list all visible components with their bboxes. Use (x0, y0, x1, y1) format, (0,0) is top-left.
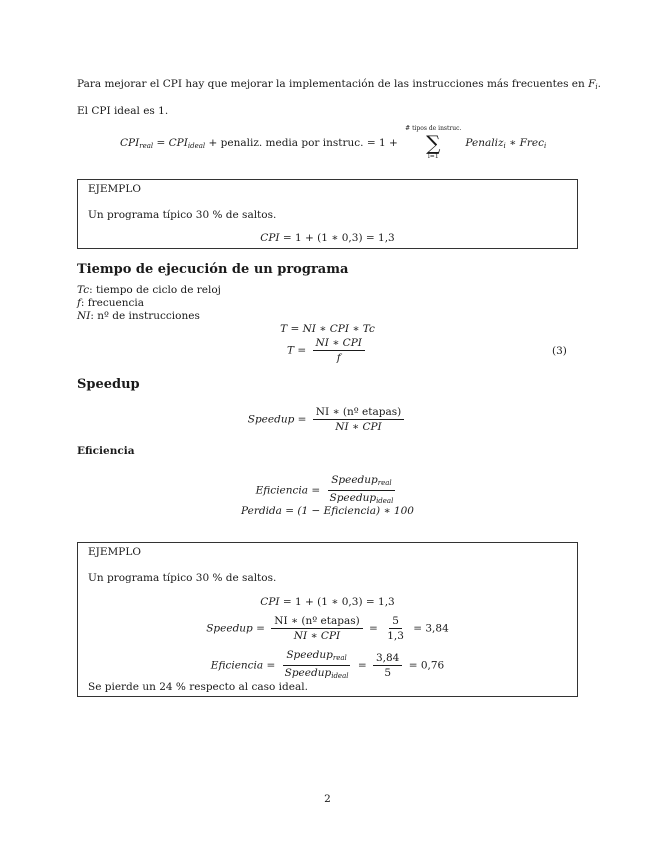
cpi-eq: = (153, 137, 169, 149)
cpi-middle: + penaliz. media por instruc. = 1 + (205, 137, 402, 149)
efficiency-num (328, 474, 394, 491)
speedup-lhs: Speedup = (247, 413, 310, 426)
section-heading-time: Tiempo de ejecución de un programa (77, 262, 349, 277)
speedup-num: NI ∗ (nº etapas) (313, 406, 404, 420)
example-1-rest: = 1 + (1 ∗ 0,3) = 1,3 (279, 232, 395, 244)
penaliz-sub: i (503, 142, 506, 150)
example-2-sp-eq: = (365, 622, 382, 635)
intro-sub: i (595, 83, 598, 91)
times: ∗ (505, 137, 520, 149)
example-2-sp-frac (271, 615, 362, 642)
def-f-text: : frecuencia (80, 297, 145, 309)
example-2-ef-frac (282, 649, 352, 682)
efficiency-formula (0, 474, 655, 507)
intro-paragraph-2: El CPI ideal es 1. (77, 105, 169, 117)
example-2-ef-den-sub: ideal (331, 672, 349, 680)
example-1-title: EJEMPLO (88, 183, 141, 195)
speedup-formula (0, 406, 655, 433)
time-eq2-fraction (313, 337, 365, 364)
example-1-text: Un programa típico 30 % de saltos. (88, 209, 277, 221)
sum-lower: i=1 (427, 153, 439, 160)
speedup-den: NI ∗ CPI (335, 421, 382, 433)
example-2-sp-result: = 3,84 (409, 622, 449, 635)
example-2-ef-den-text: Speedup (284, 667, 332, 679)
def-ni-text: : nº de instrucciones (90, 310, 200, 322)
definition-ni (77, 310, 200, 322)
def-ni-var: NI (77, 310, 91, 322)
example-2-ef-num-sub: real (332, 654, 347, 662)
cpi-ideal: CPI (168, 137, 188, 149)
example-2-ef-num-text: Speedup (286, 649, 333, 661)
efficiency-den-text: Speedup (329, 492, 377, 504)
example-2-ef-eq: = (354, 659, 370, 672)
example-2-ef-den2: 5 (384, 667, 391, 679)
example-2-sp-lhs: Speedup = (206, 622, 269, 635)
efficiency-num-text: Speedup (331, 474, 378, 486)
example-2-sp-frac2 (384, 615, 407, 642)
definition-tc (77, 284, 221, 296)
example-box-1 (77, 179, 578, 249)
sum-upper: # tipos de instruc. (405, 125, 462, 132)
section-heading-speedup: Speedup (77, 377, 140, 392)
example-box-2 (77, 542, 578, 697)
example-2-ef-result: = 0,76 (405, 659, 445, 672)
speedup-fraction (313, 406, 404, 433)
definition-f (77, 297, 144, 309)
example-1-cpi: CPI (260, 232, 280, 244)
frec-sub: i (543, 142, 547, 150)
example-2-sp-den: NI ∗ CPI (293, 630, 341, 642)
cpi-ideal-sub: ideal (187, 142, 206, 150)
cpi-lhs: CPI (120, 137, 140, 149)
cpi-formula (120, 125, 546, 161)
time-eq2-den: f (336, 352, 341, 364)
intro-paragraph-1 (77, 78, 601, 91)
example-2-ef-frac2 (373, 652, 402, 679)
time-equation-1: T = NI ∗ CPI ∗ Tc (280, 323, 375, 335)
efficiency-lhs: Eficiencia = (255, 484, 324, 497)
sum-symbol: ∑ (426, 131, 441, 155)
example-2-ef-num2: 3,84 (373, 652, 402, 666)
example-2-cpi (78, 596, 577, 608)
example-2-sp-den2: 1,3 (387, 630, 404, 642)
example-2-efficiency (78, 649, 577, 682)
frec-term: Frec (519, 137, 544, 149)
example-2-ef-den (282, 666, 352, 682)
loss-formula: Perdida = (1 − Eficiencia) ∗ 100 (241, 505, 414, 517)
example-2-ef-num (283, 649, 349, 666)
section-heading-efficiency: Eficiencia (77, 445, 135, 457)
example-2-sp-num: NI ∗ (nº etapas) (271, 615, 362, 629)
penaliz-term: Penaliz (465, 137, 504, 149)
example-2-speedup (78, 615, 577, 642)
efficiency-fraction (327, 474, 397, 507)
efficiency-num-sub: real (377, 479, 392, 487)
example-2-ef-lhs: Eficiencia = (210, 659, 279, 672)
example-2-cpi-var: CPI (260, 596, 280, 608)
time-eq2-num: NI ∗ CPI (313, 337, 365, 351)
page-number: 2 (324, 793, 331, 805)
efficiency-den-sub: ideal (376, 497, 394, 505)
example-2-title: EJEMPLO (88, 546, 141, 558)
def-f-var: f (77, 297, 81, 309)
example-2-text: Un programa típico 30 % de saltos. (88, 572, 277, 584)
def-tc-text: : tiempo de ciclo de reloj (89, 284, 221, 296)
summation (405, 125, 461, 161)
intro-text: Para mejorar el CPI hay que mejorar la implementación de las instrucciones más frecuentes en (77, 78, 589, 90)
example-2-sp-num2: 5 (389, 615, 402, 629)
example-2-cpi-rest: = 1 + (1 ∗ 0,3) = 1,3 (279, 596, 395, 608)
example-2-conclusion: Se pierde un 24 % respecto al caso ideal. (88, 681, 308, 693)
intro-suffix: . (597, 78, 602, 90)
example-1-formula (78, 232, 577, 244)
equation-number: (3) (552, 345, 567, 357)
def-tc-var: Tc (77, 284, 90, 296)
cpi-lhs-sub: real (139, 142, 154, 150)
time-eq2-lhs: T = (287, 344, 310, 357)
intro-var: F (588, 78, 596, 90)
